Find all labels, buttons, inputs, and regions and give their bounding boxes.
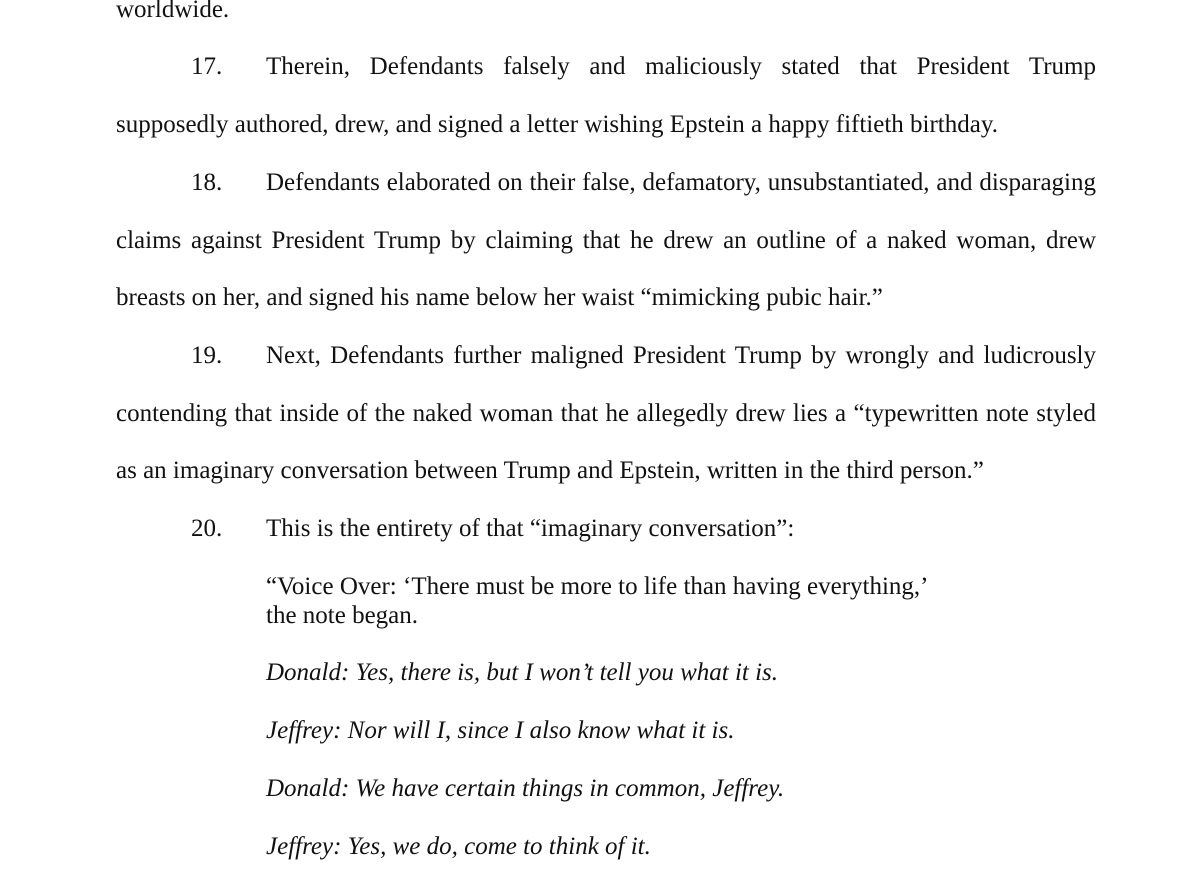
paragraph-number-18: 18. xyxy=(191,169,223,196)
block-quote-intro-line-1: “Voice Over: ‘There must be more to life than having everything,’ xyxy=(266,573,929,600)
top-fragment: worldwide. xyxy=(116,0,230,23)
paragraph-19-line-3: as an imaginary conversation between Trump and Epstein, written in the third person.” xyxy=(116,457,984,484)
dialogue-line-4: Jeffrey: Yes, we do, come to think of it. xyxy=(266,833,651,860)
dialogue-line-2: Jeffrey: Nor will I, since I also know what it is. xyxy=(266,717,735,744)
paragraph-20-line-1: This is the entirety of that “imaginary conversation”: xyxy=(266,515,795,542)
paragraph-18-line-1: Defendants elaborated on their false, defamatory, unsubstantiated, and disparaging xyxy=(266,169,1096,196)
paragraph-17-line-2: supposedly authored, drew, and signed a letter wishing Epstein a happy fiftieth birthday. xyxy=(116,111,998,138)
block-quote-intro-line-2: the note began. xyxy=(266,602,419,629)
paragraph-19-line-1: Next, Defendants further maligned President Trump by wrongly and ludicrously xyxy=(266,342,1096,369)
paragraph-18-line-3: breasts on her, and signed his name below her waist “mimicking pubic hair.” xyxy=(116,284,883,311)
paragraph-number-19: 19. xyxy=(191,342,223,369)
paragraph-17-line-1: Therein, Defendants falsely and maliciously stated that President Trump xyxy=(266,53,1096,80)
paragraph-19-line-2: contending that inside of the naked woman that he allegedly drew lies a “typewritten note styled xyxy=(116,400,1096,427)
dialogue-line-3: Donald: We have certain things in common, Jeffrey. xyxy=(266,775,785,802)
dialogue-line-1: Donald: Yes, there is, but I won’t tell you what it is. xyxy=(266,659,779,686)
paragraph-number-20: 20. xyxy=(191,515,223,542)
paragraph-number-17: 17. xyxy=(191,53,223,80)
paragraph-18-line-2: claims against President Trump by claiming that he drew an outline of a naked woman, drew xyxy=(116,227,1096,254)
